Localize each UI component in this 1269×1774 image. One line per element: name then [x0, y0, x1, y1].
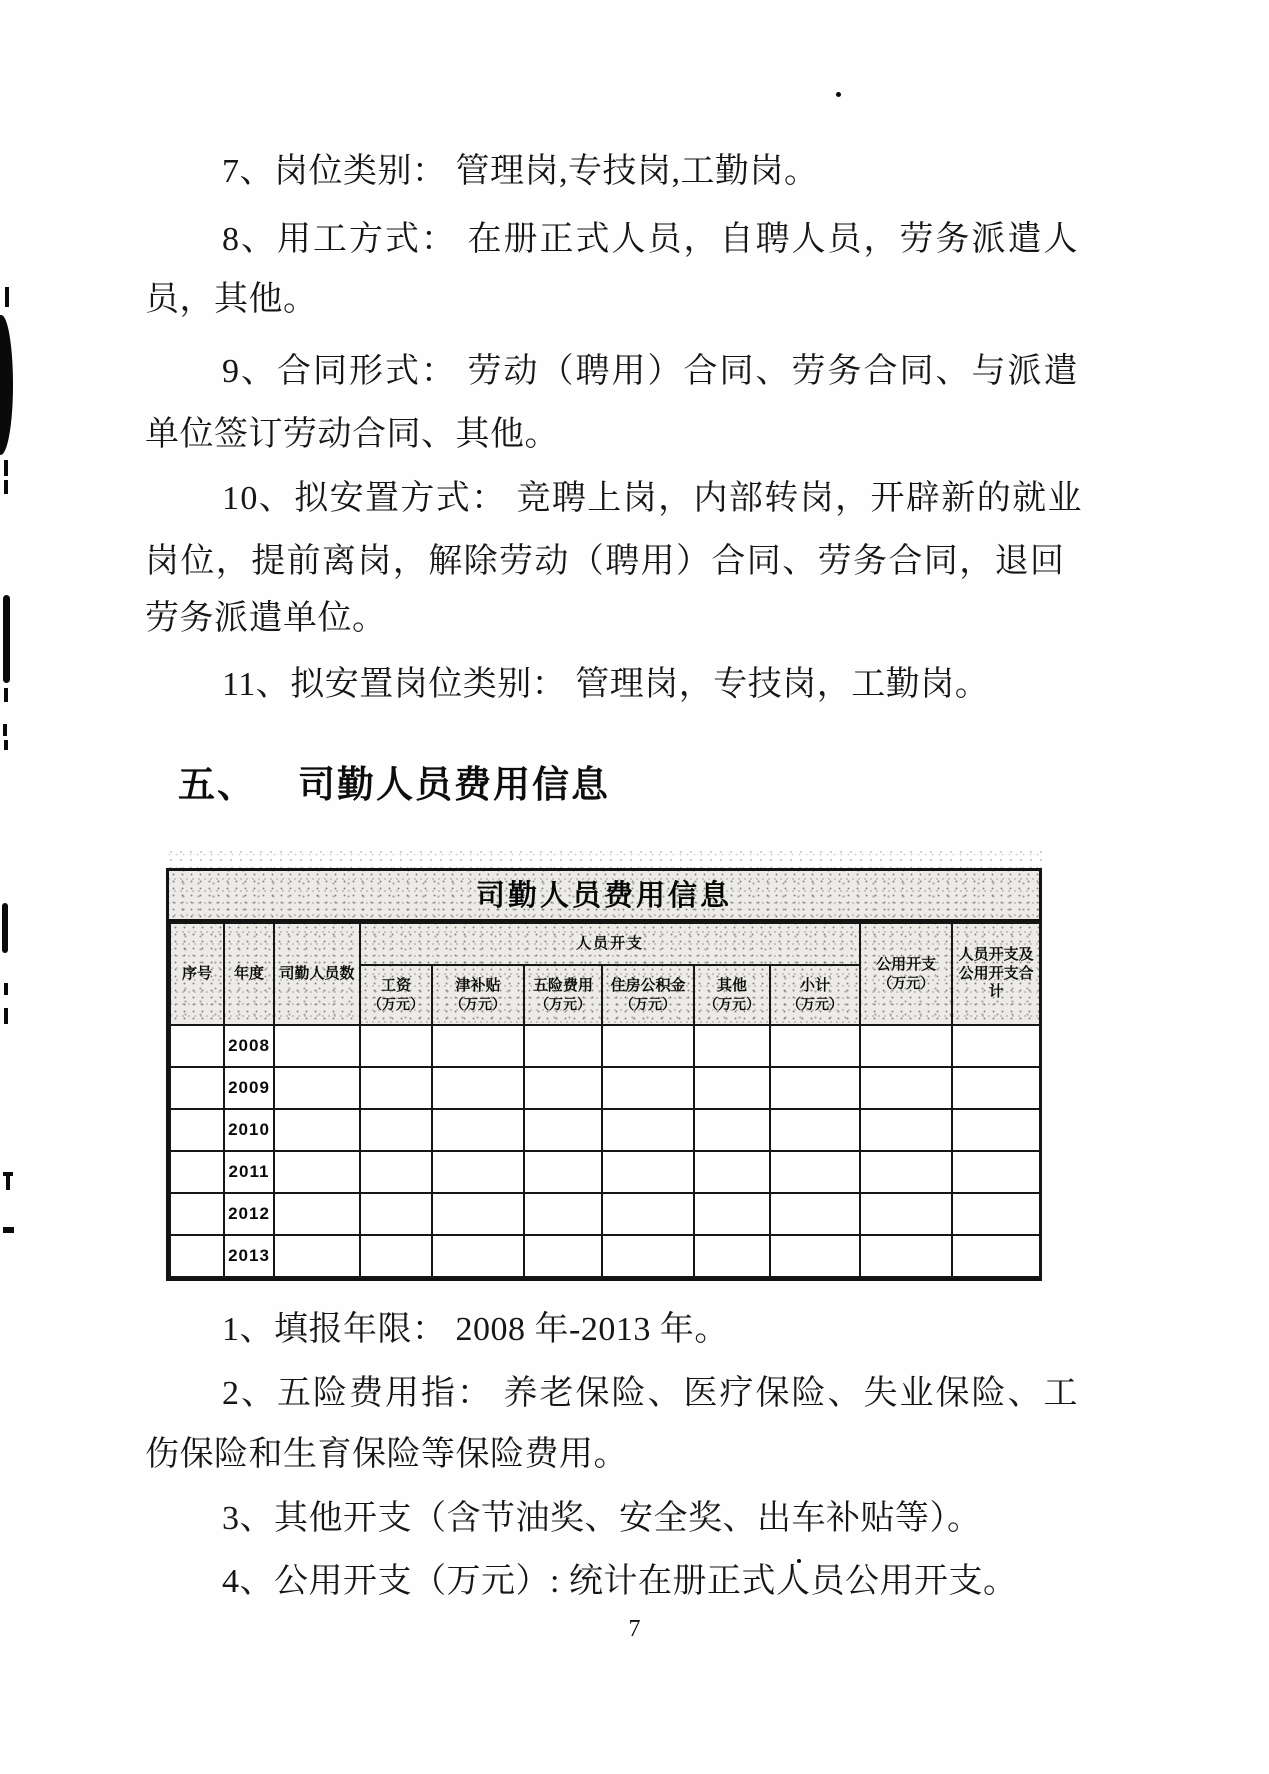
empty-cell	[694, 1067, 770, 1109]
empty-cell	[694, 1193, 770, 1235]
empty-cell	[770, 1151, 860, 1193]
note-line: 2、五险费用指： 养老保险、医疗保险、失业保险、工	[222, 1375, 1080, 1412]
empty-cell	[694, 1025, 770, 1067]
note-line: 4、公用开支（万元）: 统计在册正式人员公用开支。	[222, 1563, 1018, 1600]
year-cell: 2010	[224, 1109, 274, 1151]
col-header-qita	[694, 965, 770, 1025]
sub-header-unit: （万元）	[450, 995, 506, 1012]
sub-header-unit: （万元）	[787, 995, 844, 1012]
empty-cell	[952, 1025, 1040, 1067]
empty-cell	[432, 1067, 524, 1109]
fee-table	[166, 868, 1042, 1281]
col-header-gongyong-unit: （万元）	[878, 974, 935, 991]
empty-cell	[952, 1109, 1040, 1151]
empty-cell	[170, 1235, 224, 1277]
empty-cell	[602, 1067, 694, 1109]
sub-header-label: 其他	[716, 976, 747, 994]
empty-cell	[360, 1235, 432, 1277]
scan-artifact	[836, 92, 841, 97]
empty-cell	[274, 1193, 360, 1235]
empty-cell	[274, 1025, 360, 1067]
col-header-total: 人员开支及公用开支合计	[952, 923, 1040, 1025]
empty-cell	[524, 1109, 602, 1151]
empty-cell	[170, 1025, 224, 1067]
empty-cell	[602, 1109, 694, 1151]
col-header-jinbutie	[432, 965, 524, 1025]
empty-cell	[360, 1151, 432, 1193]
empty-cell	[170, 1151, 224, 1193]
body-line: 8、用工方式： 在册正式人员，自聘人员，劳务派遣人	[222, 221, 1080, 258]
body-line: 10、拟安置方式： 竞聘上岗，内部转岗，开辟新的就业	[222, 480, 1083, 517]
empty-cell	[860, 1151, 952, 1193]
col-header-gongjijin	[602, 965, 694, 1025]
table-row	[170, 1067, 1040, 1109]
empty-cell	[952, 1067, 1040, 1109]
empty-cell	[860, 1235, 952, 1277]
sub-header-label: 工资	[380, 976, 411, 994]
empty-cell	[274, 1235, 360, 1277]
empty-cell	[170, 1067, 224, 1109]
scan-speckle-strip	[166, 848, 1042, 868]
scan-artifact	[6, 1174, 10, 1190]
col-header-renyuan-group: 人员开支	[360, 923, 860, 965]
body-line: 员，其他。	[145, 281, 318, 318]
empty-cell	[524, 1067, 602, 1109]
sub-header-label: 津补贴	[455, 976, 501, 994]
empty-cell	[360, 1025, 432, 1067]
scan-artifact	[797, 1559, 801, 1563]
note-line: 伤保险和生育保险等保险费用。	[145, 1436, 628, 1473]
year-cell: 2011	[224, 1151, 274, 1193]
year-cell: 2012	[224, 1193, 274, 1235]
col-header-niandu: 年度	[224, 923, 274, 1025]
empty-cell	[274, 1151, 360, 1193]
col-header-xiaoji	[770, 965, 860, 1025]
year-cell: 2009	[224, 1067, 274, 1109]
empty-cell	[432, 1025, 524, 1067]
empty-cell	[952, 1235, 1040, 1277]
empty-cell	[860, 1067, 952, 1109]
sub-header-label: 五险费用	[532, 976, 593, 994]
scan-artifact	[0, 315, 13, 455]
body-line: 单位签订劳动合同、其他。	[145, 416, 559, 453]
empty-cell	[274, 1109, 360, 1151]
empty-cell	[432, 1193, 524, 1235]
empty-cell	[524, 1235, 602, 1277]
empty-cell	[694, 1151, 770, 1193]
sub-header-unit: （万元）	[704, 995, 760, 1012]
col-header-wuxian	[524, 965, 602, 1025]
empty-cell	[360, 1109, 432, 1151]
year-cell: 2013	[224, 1235, 274, 1277]
fee-table-grid	[169, 922, 1041, 1278]
section-heading	[178, 761, 610, 809]
empty-cell	[524, 1025, 602, 1067]
empty-cell	[360, 1067, 432, 1109]
empty-cell	[770, 1235, 860, 1277]
table-row	[170, 1025, 1040, 1067]
scan-artifact	[4, 688, 8, 702]
empty-cell	[170, 1193, 224, 1235]
empty-cell	[602, 1193, 694, 1235]
sub-header-unit: （万元）	[620, 995, 676, 1012]
empty-cell	[770, 1067, 860, 1109]
col-header-gongyong-label: 公用开支	[876, 955, 937, 973]
scan-artifact	[4, 1008, 8, 1024]
scan-artifact	[5, 287, 9, 307]
empty-cell	[770, 1193, 860, 1235]
empty-cell	[694, 1109, 770, 1151]
note-line: 1、填报年限： 2008 年-2013 年。	[222, 1311, 729, 1348]
empty-cell	[694, 1235, 770, 1277]
empty-cell	[602, 1235, 694, 1277]
scan-artifact	[4, 480, 8, 494]
empty-cell	[360, 1193, 432, 1235]
col-header-gongzi	[360, 965, 432, 1025]
table-row	[170, 1151, 1040, 1193]
table-row	[170, 1109, 1040, 1151]
scan-artifact	[4, 740, 8, 750]
fee-table-title: 司勤人员费用信息	[169, 871, 1039, 922]
empty-cell	[602, 1025, 694, 1067]
scan-artifact	[3, 1227, 14, 1233]
scan-artifact	[4, 460, 8, 476]
scan-artifact	[3, 724, 7, 736]
empty-cell	[524, 1151, 602, 1193]
empty-cell	[432, 1109, 524, 1151]
body-line: 7、岗位类别： 管理岗,专技岗,工勤岗。	[222, 153, 819, 190]
sub-header-label: 小计	[800, 976, 831, 994]
col-header-siqin-count: 司勤人员数	[274, 923, 360, 1025]
scan-artifact	[2, 903, 8, 953]
empty-cell	[432, 1151, 524, 1193]
body-line: 岗位，提前离岗，解除劳动（聘用）合同、劳务合同，退回	[145, 543, 1066, 580]
empty-cell	[770, 1109, 860, 1151]
empty-cell	[952, 1151, 1040, 1193]
body-line: 11、拟安置岗位类别： 管理岗，专技岗，工勤岗。	[222, 666, 990, 703]
section-heading-title: 司勤人员费用信息	[298, 764, 610, 805]
sub-header-unit: （万元）	[368, 995, 424, 1012]
empty-cell	[524, 1193, 602, 1235]
section-heading-numeral: 五、	[178, 764, 256, 805]
col-header-gongyong	[860, 923, 952, 1025]
page-number: 7	[628, 1616, 641, 1642]
empty-cell	[602, 1151, 694, 1193]
empty-cell	[432, 1235, 524, 1277]
empty-cell	[274, 1067, 360, 1109]
empty-cell	[860, 1193, 952, 1235]
empty-cell	[770, 1025, 860, 1067]
empty-cell	[952, 1193, 1040, 1235]
table-row	[170, 1235, 1040, 1277]
col-header-xuhao: 序号	[170, 923, 224, 1025]
body-line: 9、合同形式： 劳动（聘用）合同、劳务合同、与派遣	[222, 353, 1080, 390]
note-line: 3、其他开支（含节油奖、安全奖、出车补贴等）。	[222, 1500, 982, 1537]
empty-cell	[860, 1109, 952, 1151]
empty-cell	[170, 1109, 224, 1151]
body-line: 劳务派遣单位。	[145, 600, 387, 637]
sub-header-unit: （万元）	[535, 995, 591, 1012]
table-row	[170, 1193, 1040, 1235]
year-cell: 2008	[224, 1025, 274, 1067]
empty-cell	[860, 1025, 952, 1067]
sub-header-label: 住房公积金	[610, 976, 686, 994]
scan-artifact	[3, 595, 10, 683]
scan-artifact	[4, 983, 8, 995]
